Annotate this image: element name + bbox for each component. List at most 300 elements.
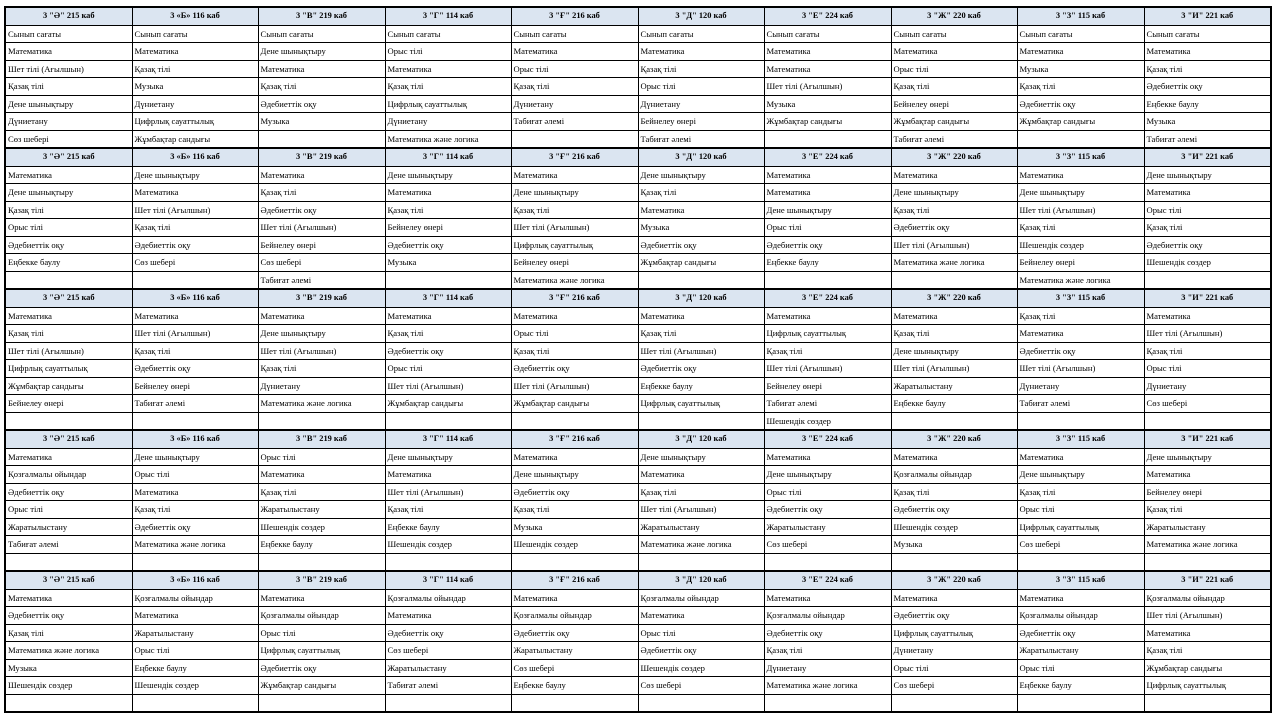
class-header-cell: 3 "Ж" 220 каб	[891, 430, 1017, 448]
lesson-cell: Қазақ тілі	[1017, 307, 1144, 325]
lesson-cell: Еңбекке баулу	[385, 518, 511, 536]
lesson-cell: Сынып сағаты	[891, 25, 1017, 43]
lesson-cell: Математика	[511, 43, 638, 61]
lesson-cell: Әдебиеттік оқу	[764, 501, 891, 519]
lesson-cell: Шешендік сөздер	[638, 659, 764, 677]
lesson-cell: Цифрлық сауаттылық	[891, 624, 1017, 642]
lesson-cell: Әдебиеттік оқу	[132, 236, 258, 254]
lesson-cell: Шет тілі (Ағылшын)	[1144, 325, 1271, 343]
lesson-cell: Қозғалмалы ойындар	[1144, 589, 1271, 607]
lesson-cell: Математика	[1017, 325, 1144, 343]
lesson-cell	[638, 271, 764, 289]
lesson-cell: Музыка	[1017, 60, 1144, 78]
lesson-cell: Еңбекке баулу	[891, 395, 1017, 413]
lesson-cell: Математика	[1017, 448, 1144, 466]
lesson-row	[5, 659, 1271, 677]
lesson-cell: Әдебиеттік оқу	[5, 236, 132, 254]
lesson-cell: Математика	[764, 448, 891, 466]
class-header-cell: 3 "З" 115 каб	[1017, 7, 1144, 25]
lesson-cell: Математика	[132, 307, 258, 325]
lesson-cell: Математика	[385, 307, 511, 325]
lesson-cell: Математика	[891, 166, 1017, 184]
lesson-cell	[1144, 412, 1271, 430]
class-header-cell: 3 "Д" 120 каб	[638, 7, 764, 25]
lesson-cell: Орыс тілі	[891, 659, 1017, 677]
lesson-cell: Математика	[638, 201, 764, 219]
lesson-cell	[511, 412, 638, 430]
lesson-cell: Дене шынықтыру	[258, 325, 385, 343]
lesson-cell: Шет тілі (Ағылшын)	[132, 325, 258, 343]
lesson-cell: Әдебиеттік оқу	[385, 624, 511, 642]
lesson-cell: Жұмбақтар сандығы	[132, 130, 258, 148]
lesson-row	[5, 60, 1271, 78]
lesson-cell: Шешендік сөздер	[1144, 254, 1271, 272]
lesson-cell: Сөз шебері	[891, 677, 1017, 695]
lesson-cell: Математика және логика	[132, 536, 258, 554]
class-header-cell: 3 "В" 219 каб	[258, 148, 385, 166]
lesson-cell: Жұмбақтар сандығы	[5, 377, 132, 395]
lesson-cell: Дене шынықтыру	[385, 166, 511, 184]
lesson-cell: Цифрлық сауаттылық	[5, 360, 132, 378]
class-header-cell: 3 "Е" 224 каб	[764, 289, 891, 307]
class-header-cell: 3 "Е" 224 каб	[764, 7, 891, 25]
lesson-cell: Табиғат әлемі	[511, 113, 638, 131]
lesson-row	[5, 501, 1271, 519]
lesson-cell	[385, 271, 511, 289]
lesson-cell: Сынып сағаты	[638, 25, 764, 43]
lesson-cell: Сынып сағаты	[258, 25, 385, 43]
lesson-cell: Әдебиеттік оқу	[638, 360, 764, 378]
lesson-cell: Дүниетану	[638, 95, 764, 113]
lesson-row	[5, 271, 1271, 289]
lesson-cell: Дене шынықтыру	[638, 448, 764, 466]
class-header-cell: 3 "Ғ" 216 каб	[511, 430, 638, 448]
lesson-cell: Қазақ тілі	[385, 325, 511, 343]
lesson-cell: Жаратылыстану	[511, 642, 638, 660]
lesson-cell: Дүниетану	[132, 95, 258, 113]
lesson-cell: Еңбекке баулу	[638, 377, 764, 395]
lesson-cell: Математика	[638, 307, 764, 325]
lesson-cell: Қазақ тілі	[385, 501, 511, 519]
lesson-cell: Бейнелеу өнері	[258, 236, 385, 254]
lesson-cell: Әдебиеттік оқу	[891, 501, 1017, 519]
lesson-cell	[764, 130, 891, 148]
lesson-cell: Орыс тілі	[638, 624, 764, 642]
lesson-cell: Математика	[1017, 166, 1144, 184]
lesson-cell: Орыс тілі	[511, 325, 638, 343]
lesson-cell: Сөз шебері	[511, 659, 638, 677]
lesson-cell: Математика	[764, 166, 891, 184]
lesson-cell: Орыс тілі	[258, 624, 385, 642]
lesson-cell: Жаратылыстану	[764, 518, 891, 536]
lesson-cell: Математика	[5, 307, 132, 325]
lesson-cell	[258, 130, 385, 148]
lesson-cell: Математика және логика	[1017, 271, 1144, 289]
lesson-cell: Дене шынықтыру	[511, 184, 638, 202]
lesson-cell	[258, 412, 385, 430]
lesson-row	[5, 219, 1271, 237]
class-header-cell: 3 "Ж" 220 каб	[891, 148, 1017, 166]
lesson-cell: Жұмбақтар сандығы	[764, 113, 891, 131]
lesson-cell: Шешендік сөздер	[764, 412, 891, 430]
lesson-cell: Математика және логика	[638, 536, 764, 554]
class-header-cell: 3 "Г" 114 каб	[385, 7, 511, 25]
lesson-cell: Дене шынықтыру	[764, 466, 891, 484]
lesson-cell: Бейнелеу өнері	[385, 219, 511, 237]
lesson-cell: Қазақ тілі	[511, 201, 638, 219]
lesson-cell: Цифрлық сауаттылық	[1144, 677, 1271, 695]
lesson-cell: Математика және логика	[385, 130, 511, 148]
lesson-cell: Қазақ тілі	[132, 60, 258, 78]
lesson-cell	[1017, 694, 1144, 712]
lesson-cell: Қозғалмалы ойындар	[5, 466, 132, 484]
lesson-cell	[638, 412, 764, 430]
lesson-cell: Табиғат әлемі	[638, 130, 764, 148]
lesson-cell: Жұмбақтар сандығы	[638, 254, 764, 272]
lesson-cell	[764, 694, 891, 712]
lesson-row	[5, 624, 1271, 642]
lesson-cell: Қазақ тілі	[5, 201, 132, 219]
lesson-cell: Бейнелеу өнері	[1144, 483, 1271, 501]
lesson-cell: Музыка	[1144, 113, 1271, 131]
lesson-row	[5, 395, 1271, 413]
lesson-cell: Дене шынықтыру	[1017, 466, 1144, 484]
lesson-cell: Қозғалмалы ойындар	[764, 607, 891, 625]
class-header-cell: 3 "Ж" 220 каб	[891, 571, 1017, 589]
lesson-cell: Орыс тілі	[258, 448, 385, 466]
lesson-row	[5, 589, 1271, 607]
lesson-cell: Орыс тілі	[511, 60, 638, 78]
lesson-row	[5, 325, 1271, 343]
lesson-cell: Әдебиеттік оқу	[1144, 78, 1271, 96]
lesson-cell: Қазақ тілі	[1017, 78, 1144, 96]
lesson-cell: Жаратылыстану	[5, 518, 132, 536]
lesson-cell: Математика	[5, 448, 132, 466]
lesson-cell: Цифрлық сауаттылық	[385, 95, 511, 113]
lesson-cell: Математика	[511, 448, 638, 466]
lesson-cell	[385, 694, 511, 712]
lesson-cell: Әдебиеттік оқу	[891, 607, 1017, 625]
lesson-cell: Математика	[1144, 307, 1271, 325]
class-header-cell: 3 "В" 219 каб	[258, 7, 385, 25]
lesson-cell: Музыка	[5, 659, 132, 677]
lesson-cell: Математика	[5, 589, 132, 607]
class-header-cell: 3 "В" 219 каб	[258, 289, 385, 307]
lesson-row	[5, 607, 1271, 625]
class-header-cell: 3 "Ә" 215 каб	[5, 430, 132, 448]
lesson-cell: Сынып сағаты	[1144, 25, 1271, 43]
class-header-cell: 3 "Е" 224 каб	[764, 430, 891, 448]
lesson-cell: Қазақ тілі	[1144, 501, 1271, 519]
lesson-cell: Дүниетану	[385, 113, 511, 131]
lesson-cell: Қазақ тілі	[1017, 219, 1144, 237]
lesson-cell: Қазақ тілі	[1144, 219, 1271, 237]
lesson-cell: Жұмбақтар сандығы	[258, 677, 385, 695]
lesson-cell: Математика	[764, 60, 891, 78]
lesson-cell: Қозғалмалы ойындар	[1017, 607, 1144, 625]
lesson-cell: Қазақ тілі	[385, 201, 511, 219]
lesson-row	[5, 130, 1271, 148]
class-header-cell: 3 «Б» 116 каб	[132, 571, 258, 589]
lesson-cell: Жаратылыстану	[385, 659, 511, 677]
lesson-cell: Сынып сағаты	[511, 25, 638, 43]
lesson-cell	[1017, 412, 1144, 430]
lesson-cell	[511, 553, 638, 571]
lesson-cell	[638, 553, 764, 571]
lesson-cell: Орыс тілі	[891, 60, 1017, 78]
lesson-cell: Сөз шебері	[1144, 395, 1271, 413]
lesson-row	[5, 677, 1271, 695]
lesson-cell: Табиғат әлемі	[1017, 395, 1144, 413]
lesson-cell: Дүниетану	[511, 95, 638, 113]
lesson-cell: Математика	[132, 483, 258, 501]
lesson-cell: Музыка	[764, 95, 891, 113]
lesson-cell: Қазақ тілі	[258, 184, 385, 202]
lesson-cell	[1144, 271, 1271, 289]
lesson-cell: Шет тілі (Ағылшын)	[385, 377, 511, 395]
lesson-cell: Шет тілі (Ағылшын)	[5, 342, 132, 360]
class-header-cell: 3 "В" 219 каб	[258, 571, 385, 589]
lesson-cell: Шет тілі (Ағылшын)	[891, 360, 1017, 378]
lesson-cell: Орыс тілі	[132, 466, 258, 484]
lesson-cell: Қозғалмалы ойындар	[385, 589, 511, 607]
lesson-cell: Қозғалмалы ойындар	[511, 607, 638, 625]
lesson-cell: Әдебиеттік оқу	[764, 624, 891, 642]
class-header-cell: 3 «Б» 116 каб	[132, 430, 258, 448]
class-header-cell: 3 "Д" 120 каб	[638, 430, 764, 448]
lesson-cell	[891, 412, 1017, 430]
lesson-cell: Математика	[1017, 43, 1144, 61]
lesson-cell: Шет тілі (Ағылшын)	[1017, 360, 1144, 378]
lesson-cell: Математика	[132, 184, 258, 202]
class-header-cell: 3 "Д" 120 каб	[638, 571, 764, 589]
lesson-row	[5, 466, 1271, 484]
lesson-cell: Шет тілі (Ағылшын)	[132, 201, 258, 219]
lesson-row	[5, 166, 1271, 184]
lesson-cell: Әдебиеттік оқу	[891, 219, 1017, 237]
lesson-cell: Дүниетану	[891, 642, 1017, 660]
lesson-cell: Математика және логика	[891, 254, 1017, 272]
lesson-cell: Жаратылыстану	[132, 624, 258, 642]
lesson-cell: Орыс тілі	[764, 219, 891, 237]
class-header-cell: 3 "Г" 114 каб	[385, 289, 511, 307]
lesson-cell: Әдебиеттік оқу	[511, 483, 638, 501]
lesson-row	[5, 448, 1271, 466]
class-header-cell: 3 «Б» 116 каб	[132, 148, 258, 166]
lesson-cell: Қазақ тілі	[891, 78, 1017, 96]
lesson-cell: Табиғат әлемі	[1144, 130, 1271, 148]
lesson-cell: Қазақ тілі	[258, 78, 385, 96]
lesson-cell: Орыс тілі	[638, 78, 764, 96]
class-header-row	[5, 571, 1271, 589]
lesson-cell: Жұмбақтар сандығы	[1017, 113, 1144, 131]
lesson-cell: Шет тілі (Ағылшын)	[1144, 607, 1271, 625]
lesson-cell: Дене шынықтыру	[5, 95, 132, 113]
class-header-cell: 3 "И" 221 каб	[1144, 289, 1271, 307]
lesson-cell: Еңбекке баулу	[132, 659, 258, 677]
lesson-cell: Математика	[764, 307, 891, 325]
lesson-cell: Математика	[5, 166, 132, 184]
lesson-cell: Орыс тілі	[1017, 659, 1144, 677]
lesson-cell: Қозғалмалы ойындар	[638, 589, 764, 607]
lesson-cell: Қазақ тілі	[1144, 342, 1271, 360]
lesson-cell: Бейнелеу өнері	[132, 377, 258, 395]
lesson-cell: Жаратылыстану	[1144, 518, 1271, 536]
lesson-cell: Бейнелеу өнері	[511, 254, 638, 272]
lesson-cell: Шет тілі (Ағылшын)	[385, 483, 511, 501]
class-header-row	[5, 289, 1271, 307]
lesson-cell: Сөз шебері	[132, 254, 258, 272]
class-header-cell: 3 "Д" 120 каб	[638, 148, 764, 166]
lesson-cell: Математика	[638, 466, 764, 484]
lesson-cell: Математика	[511, 307, 638, 325]
lesson-cell: Жұмбақтар сандығы	[385, 395, 511, 413]
lesson-cell: Әдебиеттік оқу	[1017, 624, 1144, 642]
lesson-cell: Еңбекке баулу	[764, 254, 891, 272]
lesson-cell: Шет тілі (Ағылшын)	[258, 219, 385, 237]
lesson-cell: Дене шынықтыру	[5, 184, 132, 202]
lesson-cell: Бейнелеу өнері	[891, 95, 1017, 113]
lesson-cell: Дене шынықтыру	[132, 448, 258, 466]
lesson-cell: Қазақ тілі	[5, 78, 132, 96]
lesson-cell: Әдебиеттік оқу	[1017, 95, 1144, 113]
lesson-cell: Математика	[258, 589, 385, 607]
lesson-cell: Қазақ тілі	[1144, 642, 1271, 660]
lesson-cell: Жұмбақтар сандығы	[511, 395, 638, 413]
lesson-cell: Математика	[764, 184, 891, 202]
class-header-cell: 3 "Е" 224 каб	[764, 148, 891, 166]
lesson-cell: Қазақ тілі	[891, 483, 1017, 501]
lesson-row	[5, 307, 1271, 325]
lesson-cell	[764, 553, 891, 571]
lesson-cell: Математика және логика	[1144, 536, 1271, 554]
lesson-cell: Шет тілі (Ағылшын)	[511, 377, 638, 395]
lesson-cell: Дүниетану	[1144, 377, 1271, 395]
lesson-cell: Жаратылыстану	[891, 377, 1017, 395]
lesson-cell: Қазақ тілі	[132, 219, 258, 237]
class-header-cell: 3 "Ғ" 216 каб	[511, 148, 638, 166]
lesson-cell: Дене шынықтыру	[891, 184, 1017, 202]
lesson-cell: Қазақ тілі	[638, 184, 764, 202]
lesson-cell: Математика	[258, 307, 385, 325]
lesson-cell: Дене шынықтыру	[764, 201, 891, 219]
lesson-cell: Дүниетану	[1017, 377, 1144, 395]
lesson-cell: Қазақ тілі	[638, 325, 764, 343]
lesson-cell: Музыка	[258, 113, 385, 131]
class-header-cell: 3 "Ә" 215 каб	[5, 289, 132, 307]
class-header-cell: 3 «Б» 116 каб	[132, 289, 258, 307]
lesson-cell: Орыс тілі	[764, 483, 891, 501]
class-header-cell: 3 "Ғ" 216 каб	[511, 7, 638, 25]
lesson-cell: Бейнелеу өнері	[5, 395, 132, 413]
lesson-cell: Орыс тілі	[385, 43, 511, 61]
lesson-cell: Цифрлық сауаттылық	[258, 642, 385, 660]
class-header-cell: 3 "Г" 114 каб	[385, 430, 511, 448]
lesson-cell: Қозғалмалы ойындар	[132, 589, 258, 607]
class-header-cell: 3 "И" 221 каб	[1144, 571, 1271, 589]
lesson-cell: Дене шынықтыру	[1144, 166, 1271, 184]
lesson-cell: Әдебиеттік оқу	[638, 642, 764, 660]
lesson-cell: Сөз шебері	[1017, 536, 1144, 554]
lesson-cell: Сөз шебері	[385, 642, 511, 660]
class-header-cell: 3 "З" 115 каб	[1017, 571, 1144, 589]
lesson-cell: Шешендік сөздер	[1017, 236, 1144, 254]
lesson-cell: Қазақ тілі	[5, 624, 132, 642]
lesson-cell	[385, 412, 511, 430]
lesson-cell: Қазақ тілі	[638, 483, 764, 501]
lesson-cell: Әдебиеттік оқу	[1017, 342, 1144, 360]
lesson-cell: Дүниетану	[5, 113, 132, 131]
lesson-cell: Табиғат әлемі	[385, 677, 511, 695]
lesson-cell: Цифрлық сауаттылық	[764, 325, 891, 343]
lesson-cell: Математика	[511, 166, 638, 184]
lesson-cell: Әдебиеттік оқу	[132, 360, 258, 378]
lesson-cell: Шешендік сөздер	[891, 518, 1017, 536]
lesson-row	[5, 642, 1271, 660]
lesson-cell: Математика	[258, 466, 385, 484]
lesson-cell	[258, 694, 385, 712]
lesson-cell: Шет тілі (Ағылшын)	[5, 60, 132, 78]
lesson-cell	[511, 130, 638, 148]
lesson-cell: Сөз шебері	[764, 536, 891, 554]
lesson-cell: Музыка	[132, 78, 258, 96]
lesson-cell: Математика	[638, 607, 764, 625]
lesson-cell: Табиғат әлемі	[5, 536, 132, 554]
lesson-cell: Шет тілі (Ағылшын)	[638, 342, 764, 360]
lesson-cell	[132, 412, 258, 430]
lesson-cell: Әдебиеттік оқу	[5, 607, 132, 625]
lesson-cell	[132, 553, 258, 571]
lesson-cell: Математика	[385, 466, 511, 484]
lesson-row	[5, 536, 1271, 554]
lesson-cell: Қазақ тілі	[511, 78, 638, 96]
lesson-cell: Табиғат әлемі	[132, 395, 258, 413]
lesson-cell: Еңбекке баулу	[1017, 677, 1144, 695]
lesson-cell: Әдебиеттік оқу	[258, 659, 385, 677]
lesson-cell: Математика	[764, 589, 891, 607]
class-header-cell: 3 "Ғ" 216 каб	[511, 289, 638, 307]
lesson-cell: Әдебиеттік оқу	[511, 360, 638, 378]
class-header-cell: 3 "Ж" 220 каб	[891, 7, 1017, 25]
lesson-cell: Цифрлық сауаттылық	[638, 395, 764, 413]
timetable-body	[5, 7, 1271, 712]
lesson-cell: Орыс тілі	[132, 642, 258, 660]
lesson-cell: Сынып сағаты	[764, 25, 891, 43]
lesson-cell: Жұмбақтар сандығы	[1144, 659, 1271, 677]
lesson-row	[5, 342, 1271, 360]
lesson-cell: Орыс тілі	[1017, 501, 1144, 519]
lesson-cell: Шешендік сөздер	[258, 518, 385, 536]
lesson-row	[5, 201, 1271, 219]
lesson-cell: Математика	[764, 43, 891, 61]
class-header-cell: 3 «Б» 116 каб	[132, 7, 258, 25]
class-header-cell: 3 "Ж" 220 каб	[891, 289, 1017, 307]
lesson-cell: Бейнелеу өнері	[638, 113, 764, 131]
lesson-cell: Шешендік сөздер	[132, 677, 258, 695]
lesson-cell: Орыс тілі	[385, 360, 511, 378]
lesson-cell: Еңбекке баулу	[511, 677, 638, 695]
lesson-cell: Сынып сағаты	[1017, 25, 1144, 43]
lesson-cell: Әдебиеттік оқу	[385, 236, 511, 254]
class-header-cell: 3 "И" 221 каб	[1144, 148, 1271, 166]
lesson-cell: Цифрлық сауаттылық	[511, 236, 638, 254]
lesson-cell: Математика	[5, 43, 132, 61]
lesson-cell: Әдебиеттік оқу	[1144, 236, 1271, 254]
lesson-cell: Шет тілі (Ағылшын)	[891, 236, 1017, 254]
lesson-cell: Сынып сағаты	[385, 25, 511, 43]
lesson-cell: Дене шынықтыру	[132, 166, 258, 184]
lesson-cell	[638, 694, 764, 712]
